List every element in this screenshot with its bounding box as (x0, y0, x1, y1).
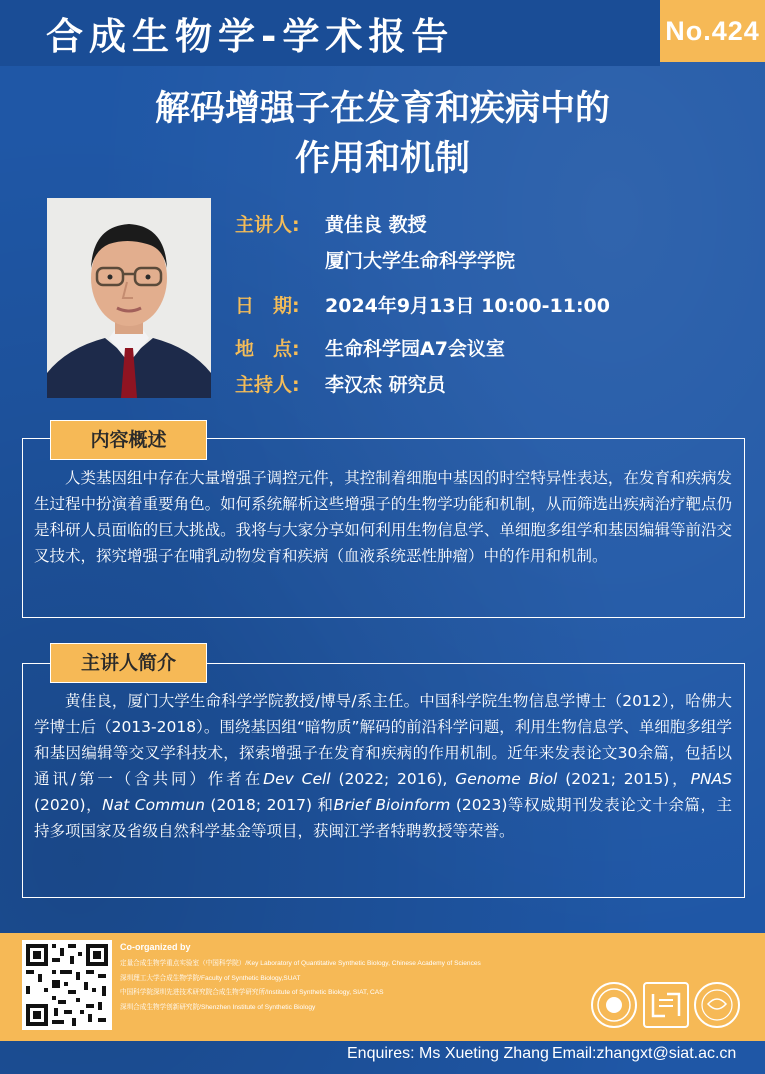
header-bar (0, 0, 660, 66)
speaker-label: 主讲人: (235, 214, 300, 236)
bio-years-1: (2022; 2016), (330, 770, 456, 788)
speaker-photo (47, 198, 211, 398)
journal-brief-bioinform: Brief Bioinform (333, 796, 451, 814)
bio-heading: 主讲人简介 (50, 643, 207, 683)
organizer-line: 深圳理工大学合成生物学院/Faculty of Synthetic Biology,SUAT (120, 974, 301, 982)
journal-nat-commun: Nat Commun (102, 796, 205, 814)
bio-text-part1: 黄佳良，厦门大学生命科学学院教授/博导/系主任。中国科学院生物信息学博士（2012），哈佛大学博士后（2013-2018）。围绕基因组“暗物质”解码的前沿科学问题，利用生物信息学、单细胞多组学和基因编辑等交叉学科技术，探索增强子在发育和疾病的作用机制。近年来发表论文30余篇，包括以通讯/第一（含共同）作者在 (34, 692, 732, 788)
talk-title-line1: 解码增强子在发育和疾病中的 (154, 89, 610, 129)
series-title: 合成生物学-学术报告 (46, 15, 455, 58)
contact-email[interactable]: Email:zhangxt@siat.ac.cn (552, 1045, 737, 1062)
bio-years-4: (2018; 2017) 和 (204, 796, 334, 814)
abstract-text (34, 465, 732, 569)
bio-years-3: (2020)， (34, 796, 103, 814)
journal-dev-cell: Dev Cell (263, 770, 331, 788)
siat-logo (591, 982, 637, 1028)
venue-label: 地 点: (235, 338, 300, 360)
speaker-affiliation: 厦门大学生命科学学院 (325, 250, 516, 272)
bio-text (34, 688, 732, 844)
speaker-name: 黄佳良 教授 (325, 214, 427, 236)
co-organizers (120, 942, 481, 1015)
issue-number: No.424 (660, 0, 765, 62)
talk-title-line2: 作用和机制 (294, 139, 470, 179)
host-label: 主持人: (235, 374, 300, 396)
abstract-body: 人类基因组中存在大量增强子调控元件，其控制着细胞中基因的时空特异性表达，在发育和疾病发生过程中扮演着重要角色。如何系统解析这些增强子的生物学功能和机制，从而筛选出疾病治疗靶点仍是科研人员面临的巨大挑战。我将与大家分享如何利用生物信息学、单细胞多组学和基因编辑等前沿交叉技术，探究增强子在哺乳动物发育和疾病（血液系统恶性肿瘤）中的作用和机制。 (34, 469, 732, 565)
enquiries-contact: Enquires: Ms Xueting Zhang (347, 1045, 549, 1062)
organizer-line: 定量合成生物学重点实验室（中国科学院）/Key Laboratory of Quantitative Synthetic Biology, Chinese Academy of Sciences (120, 960, 481, 967)
journal-pnas: PNAS (690, 770, 732, 788)
suat-logo (643, 982, 689, 1028)
organizer-line: 中国科学院深圳先进技术研究院合成生物学研究所/Institute of Synthetic Biology, SIAT, CAS (120, 989, 384, 996)
talk-title (0, 84, 765, 184)
abstract-heading: 内容概述 (50, 420, 207, 460)
journal-genome-biol: Genome Biol (455, 770, 558, 788)
qr-code-icon (22, 940, 112, 1030)
date-value: 2024年9月13日 10:00-11:00 (325, 295, 611, 317)
organizer-line: 深圳合成生物学创新研究院/Shenzhen Institute of Synthetic Biology (120, 1003, 316, 1011)
host-value: 李汉杰 研究员 (325, 374, 446, 396)
bio-years-2: (2021; 2015)， (557, 770, 691, 788)
contact-bar (0, 1041, 765, 1074)
co-organized-heading: Co-organized by (120, 942, 191, 952)
synbio-institute-logo (694, 982, 740, 1028)
bio-text-part2: (2023)等权威期刊发表论文十余篇，主持多项国家及省级自然科学基金等项目，获闽江学者特聘教授等荣誉。 (34, 796, 733, 840)
venue-value: 生命科学园A7会议室 (325, 338, 505, 360)
date-label: 日 期: (235, 295, 300, 317)
